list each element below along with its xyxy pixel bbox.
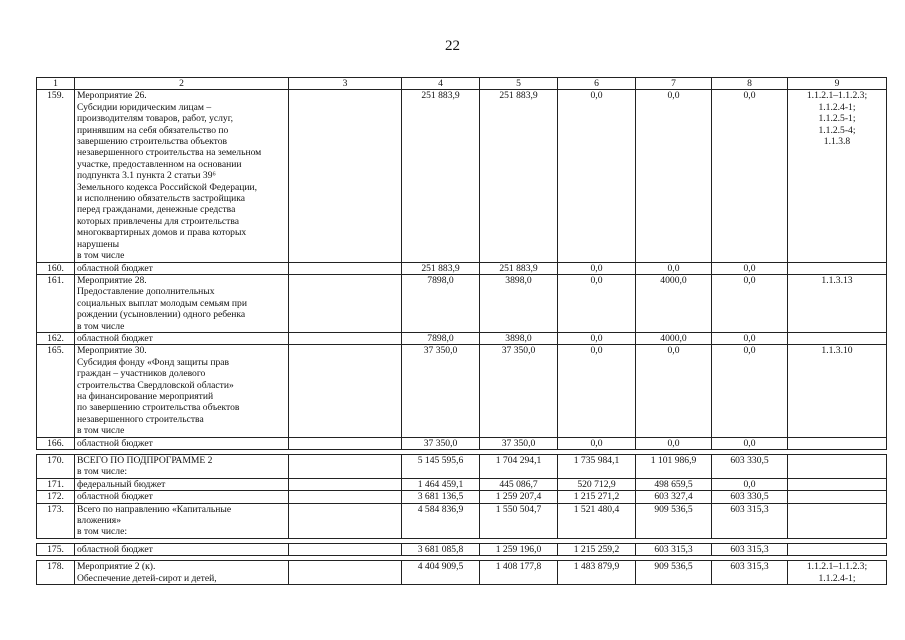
col3-value [289, 332, 402, 344]
row-name-line: Субсидии юридическим лицам – [77, 101, 212, 113]
col8-value: 603 315,3 [712, 503, 788, 538]
row-name-line: завершению строительства объектов [77, 136, 228, 148]
col4-value: 3 681 136,5 [402, 491, 480, 503]
row-name-line: федеральный бюджет [77, 478, 166, 490]
col3-value [289, 345, 402, 437]
col8-value: 0,0 [712, 262, 788, 274]
target-code: 1.1.3.8 [823, 136, 851, 148]
target-codes-cell [788, 503, 887, 538]
row-name-cell [75, 561, 289, 585]
col3-value [289, 478, 402, 490]
target-codes-cell [788, 455, 887, 479]
row-name-line: в том числе: [77, 526, 128, 538]
col4-value: 37 350,0 [402, 345, 480, 437]
col6-value: 0,0 [558, 345, 636, 437]
row-name-line: принявшим на себя обязательство по [77, 124, 229, 136]
col6-value: 0,0 [558, 332, 636, 344]
row-name-line: Всего по направлению «Капитальные [77, 503, 232, 515]
col3-value [289, 491, 402, 503]
row-name-cell [75, 503, 289, 538]
row-number: 162. [37, 332, 75, 344]
col6-value: 0,0 [558, 262, 636, 274]
row-name-line: Земельного кодекса Российской Федерации, [77, 181, 258, 193]
target-code: 1.1.2.4-1; [818, 101, 856, 113]
target-codes-cell [788, 274, 887, 332]
target-codes-cell [788, 90, 887, 262]
table-row [37, 345, 887, 437]
row-name-line: социальных выплат молодым семьям при [77, 297, 247, 309]
col5-value: 445 086,7 [480, 478, 558, 490]
row-name-line: вложения» [77, 515, 121, 527]
table-row [37, 262, 887, 274]
table-body [37, 78, 887, 585]
col-header-4: 4 [402, 78, 480, 90]
row-name-line: перед гражданами, денежные средства [77, 204, 236, 216]
target-code: 1.1.3.13 [821, 274, 853, 286]
row-name-line: Обеспечение детей-сирот и детей, [77, 572, 217, 584]
row-name-line: в том числе [77, 250, 125, 262]
target-codes-cell [788, 345, 887, 437]
col5-value: 37 350,0 [480, 345, 558, 437]
row-name-line: рождении (усыновлении) одного ребенка [77, 309, 246, 321]
table-row [37, 332, 887, 344]
col5-value: 37 350,0 [480, 437, 558, 449]
col3-value [289, 455, 402, 479]
col6-value: 1 735 984,1 [558, 455, 636, 479]
col7-value: 909 536,5 [636, 503, 712, 538]
col6-value: 520 712,9 [558, 478, 636, 490]
col5-value: 1 408 177,8 [480, 561, 558, 585]
col8-value: 0,0 [712, 332, 788, 344]
col-header-9: 9 [788, 78, 887, 90]
row-name-cell [75, 345, 289, 437]
col5-value: 251 883,9 [480, 90, 558, 262]
table-row [37, 543, 887, 555]
col5-value: 251 883,9 [480, 262, 558, 274]
col6-value: 1 215 271,2 [558, 491, 636, 503]
col3-value [289, 437, 402, 449]
row-name-line: областной бюджет [77, 332, 153, 344]
col5-value: 1 259 207,4 [480, 491, 558, 503]
col7-value: 4000,0 [636, 332, 712, 344]
row-name-line: областной бюджет [77, 262, 153, 274]
col6-value: 1 521 480,4 [558, 503, 636, 538]
target-code: 1.1.3.10 [821, 345, 853, 357]
col3-value [289, 503, 402, 538]
col8-value: 0,0 [712, 345, 788, 437]
row-name-line: Мероприятие 26. [77, 90, 147, 102]
target-code: 1.1.2.5-1; [818, 113, 856, 125]
target-codes-cell [788, 543, 887, 555]
col3-value [289, 262, 402, 274]
col8-value: 0,0 [712, 274, 788, 332]
row-name-line: областной бюджет [77, 543, 153, 555]
row-number: 161. [37, 274, 75, 332]
row-name-line: в том числе [77, 320, 125, 332]
col-header-8: 8 [712, 78, 788, 90]
col8-value: 603 330,5 [712, 455, 788, 479]
row-name-line: и исполнению обязательств застройщика [77, 193, 246, 205]
row-name-line: по завершению строительства объектов [77, 402, 240, 414]
table-row [37, 491, 887, 503]
row-name-line: нарушены [77, 238, 120, 250]
col4-value: 5 145 595,6 [402, 455, 480, 479]
row-name-line: Мероприятие 28. [77, 274, 147, 286]
row-name-line: Мероприятие 30. [77, 345, 147, 357]
target-code: 1.1.2.1–1.1.2.3; [806, 90, 868, 102]
table-row [37, 503, 887, 538]
col8-value: 603 315,3 [712, 543, 788, 555]
row-name-line: подпункта 3.1 пункта 2 статьи 39⁶ [77, 170, 216, 182]
row-name-line: областной бюджет [77, 491, 153, 503]
col3-value [289, 90, 402, 262]
row-name-line: Субсидия фонду «Фонд защиты прав [77, 356, 230, 368]
target-code: 1.1.2.5-4; [818, 124, 856, 136]
col8-value: 0,0 [712, 437, 788, 449]
col-header-3: 3 [289, 78, 402, 90]
row-name-cell [75, 90, 289, 262]
row-name-line: участке, предоставленном на основании [77, 158, 242, 170]
col5-value: 1 259 196,0 [480, 543, 558, 555]
row-number: 172. [37, 491, 75, 503]
col5-value: 1 704 294,1 [480, 455, 558, 479]
row-name-line: Предоставление дополнительных [77, 286, 215, 298]
row-name-cell [75, 543, 289, 555]
col-header-6: 6 [558, 78, 636, 90]
row-name-cell [75, 262, 289, 274]
row-name-line: производителям товаров, работ, услуг, [77, 113, 233, 125]
row-number: 165. [37, 345, 75, 437]
row-number: 170. [37, 455, 75, 479]
table-row [37, 90, 887, 262]
row-name-line: строительства Свердловской области» [77, 379, 234, 391]
row-number: 166. [37, 437, 75, 449]
col-header-5: 5 [480, 78, 558, 90]
row-name-cell [75, 478, 289, 490]
col7-value: 0,0 [636, 262, 712, 274]
target-codes-cell [788, 491, 887, 503]
col4-value: 7898,0 [402, 274, 480, 332]
col-header-1: 1 [37, 78, 75, 90]
col4-value: 1 464 459,1 [402, 478, 480, 490]
col8-value: 0,0 [712, 478, 788, 490]
row-name-line: незавершенного строительства на земельном [77, 147, 262, 159]
table-row [37, 274, 887, 332]
row-name-line: в том числе [77, 425, 125, 437]
row-number: 159. [37, 90, 75, 262]
row-name-line: которых привлечены для строительства [77, 215, 239, 227]
target-code: 1.1.2.4-1; [818, 572, 856, 584]
col6-value: 0,0 [558, 437, 636, 449]
row-name-line: в том числе: [77, 466, 128, 478]
col7-value: 0,0 [636, 345, 712, 437]
col6-value: 1 215 259,2 [558, 543, 636, 555]
col7-value: 4000,0 [636, 274, 712, 332]
target-codes-cell [788, 478, 887, 490]
col4-value: 3 681 085,8 [402, 543, 480, 555]
col5-value: 1 550 504,7 [480, 503, 558, 538]
col7-value: 603 327,4 [636, 491, 712, 503]
col4-value: 4 404 909,5 [402, 561, 480, 585]
col3-value [289, 543, 402, 555]
program-table [36, 77, 887, 585]
row-name-cell [75, 455, 289, 479]
row-name-line: ВСЕГО ПО ПОДПРОГРАММЕ 2 [77, 455, 213, 466]
row-name-cell [75, 332, 289, 344]
row-number: 175. [37, 543, 75, 555]
col4-value: 37 350,0 [402, 437, 480, 449]
row-name-line: многоквартирных домов и права которых [77, 227, 247, 239]
col7-value: 603 315,3 [636, 543, 712, 555]
col-header-7: 7 [636, 78, 712, 90]
target-codes-cell [788, 262, 887, 274]
row-name-line: граждан – участников долевого [77, 368, 206, 380]
col5-value: 3898,0 [480, 332, 558, 344]
col8-value: 0,0 [712, 90, 788, 262]
target-codes-cell [788, 561, 887, 585]
row-name-line: Мероприятие 2 (к). [77, 561, 156, 573]
target-code: 1.1.2.1–1.1.2.3; [806, 561, 868, 573]
col3-value [289, 561, 402, 585]
row-name-cell [75, 491, 289, 503]
col6-value: 1 483 879,9 [558, 561, 636, 585]
col4-value: 251 883,9 [402, 262, 480, 274]
col7-value: 0,0 [636, 437, 712, 449]
row-name-line: областной бюджет [77, 437, 153, 449]
row-name-cell [75, 437, 289, 449]
row-number: 173. [37, 503, 75, 538]
col4-value: 7898,0 [402, 332, 480, 344]
col8-value: 603 330,5 [712, 491, 788, 503]
col3-value [289, 274, 402, 332]
row-name-line: на финансирование мероприятий [77, 390, 214, 402]
col8-value: 603 315,3 [712, 561, 788, 585]
col5-value: 3898,0 [480, 274, 558, 332]
target-codes-cell [788, 437, 887, 449]
col4-value: 4 584 836,9 [402, 503, 480, 538]
col4-value: 251 883,9 [402, 90, 480, 262]
target-codes-cell [788, 332, 887, 344]
column-number-row [37, 78, 887, 90]
col7-value: 909 536,5 [636, 561, 712, 585]
col7-value: 0,0 [636, 90, 712, 262]
row-name-line: незавершенного строительства [77, 413, 204, 425]
table-row [37, 561, 887, 585]
col6-value: 0,0 [558, 274, 636, 332]
col7-value: 1 101 986,9 [636, 455, 712, 479]
row-number: 160. [37, 262, 75, 274]
row-number: 171. [37, 478, 75, 490]
page-number: 22 [445, 38, 460, 54]
table-row [37, 455, 887, 479]
row-name-cell [75, 274, 289, 332]
col-header-2: 2 [75, 78, 289, 90]
col6-value: 0,0 [558, 90, 636, 262]
table-row [37, 478, 887, 490]
col7-value: 498 659,5 [636, 478, 712, 490]
table-row [37, 437, 887, 449]
row-number: 178. [37, 561, 75, 585]
